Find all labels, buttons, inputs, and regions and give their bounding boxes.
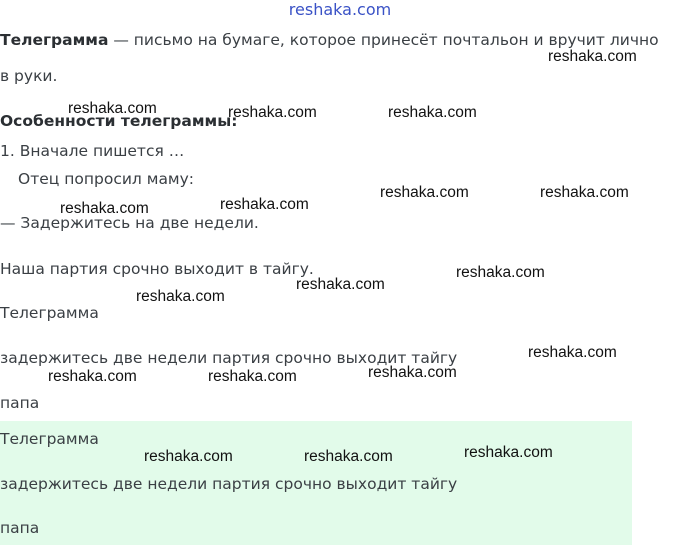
definition-text: — письмо на бумаге, которое принесёт почтальон и вручит лично	[108, 31, 659, 49]
story-line-1: Отец попросил маму:	[18, 170, 195, 188]
answer-telegram-body: задержитесь две недели партия срочно выходит тайгу	[0, 475, 458, 493]
definition-line-2: в руки.	[0, 67, 58, 85]
definition-line-1	[0, 31, 659, 49]
watermark: reshaka.com	[368, 364, 457, 381]
watermark: reshaka.com	[48, 368, 137, 385]
watermark: reshaka.com	[464, 444, 553, 461]
watermark: reshaka.com	[540, 184, 629, 201]
watermark: reshaka.com	[304, 448, 393, 465]
watermark: reshaka.com	[380, 184, 469, 201]
definition-term: Телеграмма	[0, 31, 109, 49]
watermark: reshaka.com	[228, 104, 317, 121]
story-line-2: — Задержитесь на две недели.	[0, 214, 259, 232]
watermark: reshaka.com	[60, 200, 149, 217]
cropped-line-text: 1. Вначале пишется …	[0, 142, 185, 160]
features-heading: Особенности телеграммы:	[0, 112, 238, 130]
watermark: reshaka.com	[136, 288, 225, 305]
watermark: reshaka.com	[548, 48, 637, 65]
watermark: reshaka.com	[144, 448, 233, 465]
watermark: reshaka.com	[528, 344, 617, 361]
site-header[interactable]: reshaka.com	[288, 0, 392, 19]
answer-telegram-signature: папа	[0, 519, 40, 537]
telegram-signature: папа	[0, 394, 40, 412]
watermark: reshaka.com	[220, 196, 309, 213]
telegram-title: Телеграмма	[0, 304, 99, 322]
answer-telegram-title: Телеграмма	[0, 430, 99, 448]
watermark: reshaka.com	[68, 100, 157, 117]
telegram-body: задержитесь две недели партия срочно выходит тайгу	[0, 349, 458, 367]
watermark: reshaka.com	[456, 264, 545, 281]
cropped-line	[0, 142, 340, 160]
watermark: reshaka.com	[208, 368, 297, 385]
watermark: reshaka.com	[296, 276, 385, 293]
watermark: reshaka.com	[388, 104, 477, 121]
story-line-3: Наша партия срочно выходит в тайгу.	[0, 260, 314, 278]
